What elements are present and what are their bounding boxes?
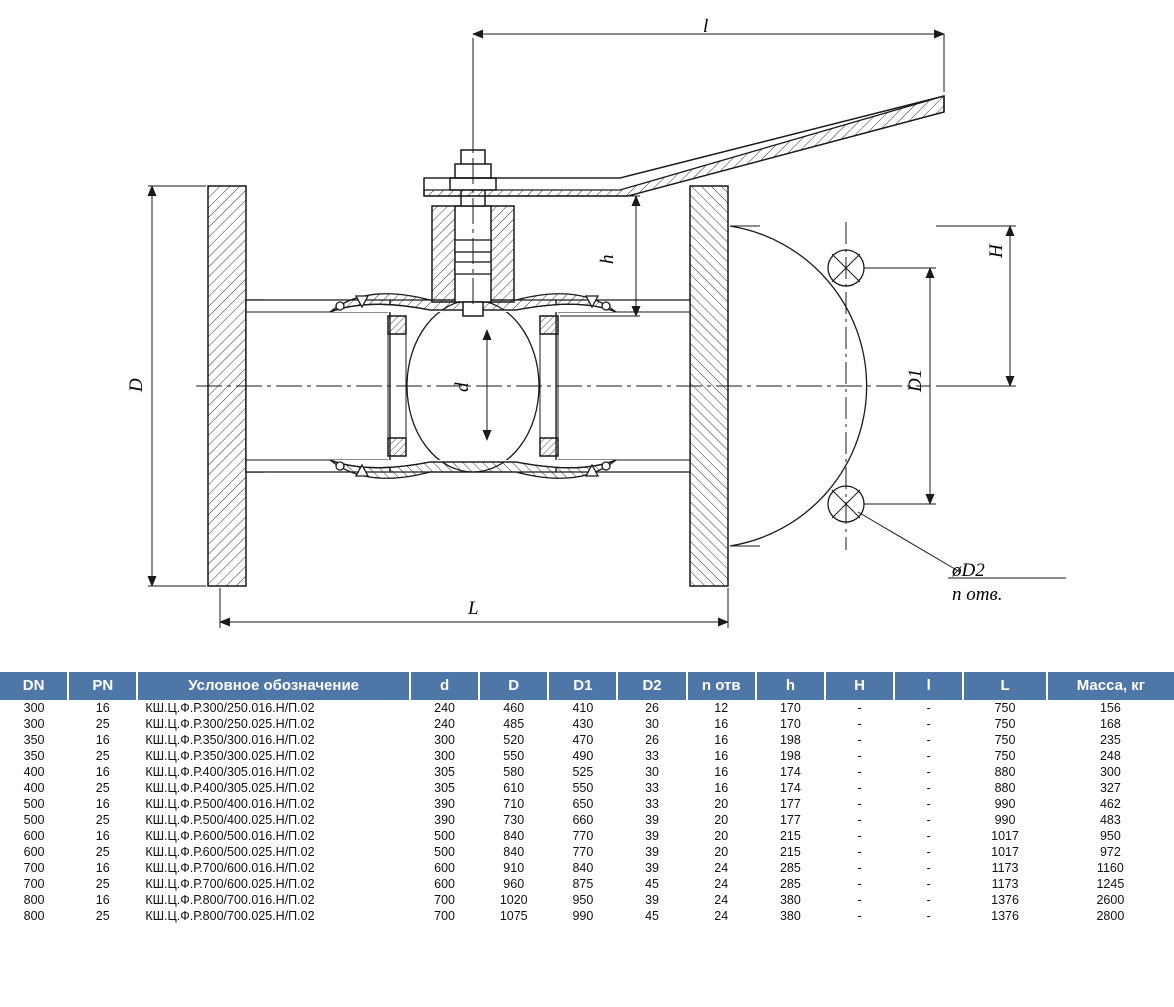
cell-pn: 25 — [95, 813, 110, 827]
cell-pn: 16 — [95, 861, 110, 875]
cell-l-small: - — [926, 861, 931, 875]
cell-d1: 840 — [572, 861, 594, 875]
cell-designation: КШ.Ц.Ф.Р.300/250.016.Н/П.02 — [145, 701, 315, 715]
cell-pn: 25 — [95, 749, 110, 763]
cell-n-holes: 24 — [714, 893, 729, 907]
cell-h-big: - — [857, 781, 862, 795]
cell-d-big: 485 — [503, 717, 525, 731]
cell-designation: КШ.Ц.Ф.Р.400/305.025.Н/П.02 — [145, 781, 315, 795]
cell-dn: 350 — [23, 749, 45, 763]
cell-n-holes: 16 — [714, 733, 729, 747]
cell-h-big: - — [857, 797, 862, 811]
col-header-h-small: h — [756, 672, 825, 700]
cell-designation: КШ.Ц.Ф.Р.700/600.025.Н/П.02 — [145, 877, 315, 891]
cell-d1: 470 — [572, 733, 594, 747]
cell-pn: 25 — [95, 909, 110, 923]
cell-d-small: 390 — [434, 797, 455, 811]
cell-pn: 25 — [95, 717, 110, 731]
cell-d2: 39 — [645, 845, 660, 859]
cell-pn: 25 — [95, 877, 110, 891]
cell-h-big: - — [857, 717, 862, 731]
cell-designation: КШ.Ц.Ф.Р.400/305.016.Н/П.02 — [145, 765, 315, 779]
cell-dn: 700 — [23, 877, 45, 891]
cell-h-big: - — [857, 909, 862, 923]
cell-pn: 25 — [95, 845, 110, 859]
cell-d1: 525 — [572, 765, 594, 779]
cell-d-big: 550 — [503, 749, 525, 763]
cell-d1: 430 — [572, 717, 594, 731]
cell-d-small: 240 — [434, 717, 455, 731]
cell-l-small: - — [926, 749, 931, 763]
cell-d1: 770 — [572, 829, 594, 843]
cell-d-big: 910 — [503, 861, 525, 875]
cell-d2: 26 — [645, 733, 660, 747]
cell-mass: 483 — [1099, 813, 1121, 827]
cell-d-small: 305 — [434, 781, 455, 795]
cell-d1: 660 — [572, 813, 594, 827]
cell-h-small: 198 — [779, 749, 801, 763]
cell-dn: 400 — [23, 781, 45, 795]
cell-l-small: - — [926, 717, 931, 731]
cell-h-big: - — [857, 829, 862, 843]
col-header-h-big: H — [825, 672, 894, 700]
cell-h-big: - — [857, 877, 862, 891]
cell-h-big: - — [857, 701, 862, 715]
cell-d-big: 840 — [503, 829, 525, 843]
cell-d2: 33 — [645, 781, 660, 795]
table-row — [0, 860, 1174, 876]
cell-designation: КШ.Ц.Ф.Р.350/300.016.Н/П.02 — [145, 733, 315, 747]
cell-d1: 490 — [572, 749, 594, 763]
col-header-l-big: L — [963, 672, 1046, 700]
table-row — [0, 892, 1174, 908]
cell-dn: 300 — [23, 717, 45, 731]
cell-l-small: - — [926, 797, 931, 811]
cell-l-big: 750 — [994, 717, 1016, 731]
cell-mass: 2600 — [1096, 893, 1125, 907]
cell-l-small: - — [926, 893, 931, 907]
col-header-d2: D2 — [617, 672, 686, 700]
cell-l-big: 1376 — [991, 893, 1019, 907]
cell-dn: 700 — [23, 861, 45, 875]
cell-mass: 462 — [1099, 797, 1121, 811]
cell-designation: КШ.Ц.Ф.Р.600/500.016.Н/П.02 — [145, 829, 315, 843]
cell-d-big: 960 — [503, 877, 525, 891]
cell-d2: 45 — [645, 877, 660, 891]
cell-mass: 1160 — [1096, 861, 1124, 875]
cell-l-big: 1376 — [991, 909, 1019, 923]
cell-d2: 39 — [645, 829, 660, 843]
cell-h-small: 285 — [779, 877, 801, 891]
table-row — [0, 828, 1174, 844]
cell-d-small: 600 — [434, 861, 455, 875]
cell-pn: 25 — [95, 781, 110, 795]
cell-h-big: - — [857, 765, 862, 779]
label-holes-count: n отв. — [952, 584, 1003, 605]
cell-d2: 39 — [645, 813, 660, 827]
cell-d1: 410 — [572, 701, 594, 715]
col-header-d-small: d — [410, 672, 479, 700]
cell-h-small: 174 — [779, 781, 801, 795]
cell-d-small: 500 — [434, 845, 455, 859]
cell-designation: КШ.Ц.Ф.Р.800/700.016.Н/П.02 — [145, 893, 315, 907]
cell-dn: 800 — [23, 893, 45, 907]
cell-h-small: 177 — [779, 797, 801, 811]
cell-designation: КШ.Ц.Ф.Р.800/700.025.Н/П.02 — [145, 909, 315, 923]
cell-mass: 972 — [1099, 845, 1121, 859]
cell-h-small: 198 — [779, 733, 801, 747]
cell-d-small: 500 — [434, 829, 455, 843]
cell-l-small: - — [926, 909, 931, 923]
table-row — [0, 700, 1174, 716]
cell-l-big: 990 — [994, 813, 1016, 827]
spec-table-header-row — [0, 672, 1174, 700]
cell-pn: 16 — [95, 829, 110, 843]
cell-d1: 875 — [572, 877, 594, 891]
handle-lever — [424, 96, 944, 196]
cell-n-holes: 16 — [714, 781, 729, 795]
cell-l-small: - — [926, 829, 931, 843]
cell-designation: КШ.Ц.Ф.Р.700/600.016.Н/П.02 — [145, 861, 315, 875]
cell-h-small: 285 — [779, 861, 801, 875]
table-row — [0, 732, 1174, 748]
cell-d2: 30 — [645, 765, 660, 779]
cell-designation: КШ.Ц.Ф.Р.500/400.025.Н/П.02 — [145, 813, 315, 827]
spec-table-wrapper — [0, 672, 1174, 924]
cell-pn: 16 — [95, 701, 110, 715]
cell-d1: 990 — [572, 909, 594, 923]
cell-h-small: 380 — [779, 893, 801, 907]
cell-n-holes: 16 — [714, 749, 729, 763]
cell-d1: 550 — [572, 781, 594, 795]
cell-l-big: 1017 — [991, 829, 1019, 843]
cell-mass: 235 — [1099, 733, 1121, 747]
cell-l-big: 880 — [994, 781, 1016, 795]
cell-l-big: 750 — [994, 701, 1016, 715]
cell-d1: 950 — [572, 893, 594, 907]
col-header-n-holes: n отв — [687, 672, 756, 700]
cell-l-big: 750 — [994, 733, 1016, 747]
cell-d1: 770 — [572, 845, 594, 859]
cell-dn: 400 — [23, 765, 45, 779]
cell-h-big: - — [857, 749, 862, 763]
cell-l-small: - — [926, 701, 931, 715]
cell-d2: 39 — [645, 893, 660, 907]
cell-dn: 500 — [23, 797, 45, 811]
col-header-dn: DN — [0, 672, 68, 700]
cell-n-holes: 24 — [714, 861, 729, 875]
cell-d2: 33 — [645, 797, 660, 811]
cell-dn: 500 — [23, 813, 45, 827]
cell-h-big: - — [857, 845, 862, 859]
cell-n-holes: 16 — [714, 717, 729, 731]
table-row — [0, 844, 1174, 860]
cell-designation: КШ.Ц.Ф.Р.350/300.025.Н/П.02 — [145, 749, 315, 763]
cell-dn: 350 — [23, 733, 45, 747]
cell-l-big: 1017 — [991, 845, 1019, 859]
cell-h-small: 170 — [779, 717, 801, 731]
cell-d-big: 1075 — [499, 909, 528, 923]
cell-l-small: - — [926, 781, 931, 795]
col-header-mass: Масса, кг — [1047, 672, 1174, 700]
col-header-designation: Условное обозначение — [137, 672, 410, 700]
cell-l-big: 750 — [994, 749, 1016, 763]
cell-n-holes: 20 — [714, 813, 729, 827]
cell-h-small: 170 — [779, 701, 801, 715]
cell-d-big: 460 — [503, 701, 525, 715]
cell-mass: 248 — [1099, 749, 1121, 763]
cell-d1: 650 — [572, 797, 594, 811]
spec-table-head — [0, 672, 1174, 700]
cell-d-big: 520 — [503, 733, 525, 747]
label-l-big: L — [468, 598, 479, 619]
cell-n-holes: 12 — [714, 701, 729, 715]
cell-mass: 156 — [1099, 701, 1121, 715]
cell-mass: 950 — [1099, 829, 1121, 843]
cell-mass: 2800 — [1096, 909, 1125, 923]
cell-h-big: - — [857, 893, 862, 907]
cell-d2: 26 — [645, 701, 660, 715]
cell-d-small: 700 — [434, 893, 455, 907]
spec-table — [0, 672, 1174, 924]
cell-dn: 600 — [23, 829, 45, 843]
label-d-big: D — [126, 378, 147, 392]
cell-n-holes: 24 — [714, 877, 729, 891]
cell-l-small: - — [926, 845, 931, 859]
cell-mass: 1245 — [1096, 877, 1125, 891]
cell-h-small: 215 — [779, 845, 801, 859]
cell-h-small: 380 — [779, 909, 801, 923]
cell-l-small: - — [926, 813, 931, 827]
col-header-pn: PN — [68, 672, 137, 700]
col-header-d1: D1 — [548, 672, 617, 700]
cell-d-small: 390 — [434, 813, 455, 827]
dim-l-small — [473, 34, 944, 92]
cell-designation: КШ.Ц.Ф.Р.300/250.025.Н/П.02 — [145, 717, 315, 731]
cell-d-small: 300 — [434, 733, 455, 747]
cell-d-big: 840 — [503, 845, 525, 859]
cell-pn: 16 — [95, 733, 110, 747]
table-row — [0, 796, 1174, 812]
cell-dn: 300 — [23, 701, 45, 715]
cell-h-small: 215 — [779, 829, 801, 843]
cell-d2: 30 — [645, 717, 660, 731]
cell-d-big: 730 — [503, 813, 525, 827]
cell-dn: 800 — [23, 909, 45, 923]
label-h-big: H — [986, 244, 1007, 258]
table-row — [0, 764, 1174, 780]
cell-d-small: 300 — [434, 749, 455, 763]
table-row — [0, 748, 1174, 764]
label-holes-diameter: øD2 — [952, 560, 985, 581]
spec-table-body — [0, 700, 1174, 924]
cell-n-holes: 20 — [714, 829, 729, 843]
cell-n-holes: 20 — [714, 797, 729, 811]
cell-n-holes: 16 — [714, 765, 729, 779]
body-shell-lower — [330, 460, 616, 478]
cell-pn: 16 — [95, 893, 110, 907]
table-row — [0, 780, 1174, 796]
cell-d-small: 305 — [434, 765, 455, 779]
flange-face-view — [730, 222, 1066, 578]
label-h-small: h — [597, 254, 618, 264]
cell-h-big: - — [857, 813, 862, 827]
cell-designation: КШ.Ц.Ф.Р.500/400.016.Н/П.02 — [145, 797, 315, 811]
cell-d2: 33 — [645, 749, 660, 763]
cell-h-big: - — [857, 733, 862, 747]
cell-h-big: - — [857, 861, 862, 875]
cell-d2: 39 — [645, 861, 660, 875]
cell-l-small: - — [926, 877, 931, 891]
cell-designation: КШ.Ц.Ф.Р.600/500.025.Н/П.02 — [145, 845, 315, 859]
col-header-l-small: l — [894, 672, 963, 700]
cell-d-small: 600 — [434, 877, 455, 891]
table-row — [0, 812, 1174, 828]
cell-l-big: 880 — [994, 765, 1016, 779]
cell-mass: 327 — [1099, 781, 1121, 795]
cell-d-big: 610 — [503, 781, 525, 795]
cell-n-holes: 24 — [714, 909, 729, 923]
cell-l-small: - — [926, 765, 931, 779]
cell-mass: 300 — [1099, 765, 1121, 779]
cell-h-small: 177 — [779, 813, 801, 827]
cell-l-small: - — [926, 733, 931, 747]
cell-l-big: 1173 — [991, 861, 1019, 875]
cell-pn: 16 — [95, 765, 110, 779]
table-row — [0, 876, 1174, 892]
cell-d-big: 1020 — [499, 893, 528, 907]
label-l-small: l — [703, 16, 709, 37]
cell-n-holes: 20 — [714, 845, 729, 859]
cell-l-big: 1173 — [991, 877, 1019, 891]
label-d1: D1 — [905, 368, 926, 392]
cell-l-big: 990 — [994, 797, 1016, 811]
cell-d-big: 580 — [503, 765, 525, 779]
col-header-d-big: D — [479, 672, 548, 700]
cell-d-big: 710 — [503, 797, 525, 811]
cell-d-small: 240 — [434, 701, 455, 715]
table-row — [0, 908, 1174, 924]
cell-pn: 16 — [95, 797, 110, 811]
label-d-small: d — [452, 382, 473, 392]
table-row — [0, 716, 1174, 732]
cell-d-small: 700 — [434, 909, 455, 923]
cell-h-small: 174 — [779, 765, 801, 779]
cell-d2: 45 — [645, 909, 660, 923]
cell-mass: 168 — [1099, 717, 1121, 731]
cell-dn: 600 — [23, 845, 45, 859]
